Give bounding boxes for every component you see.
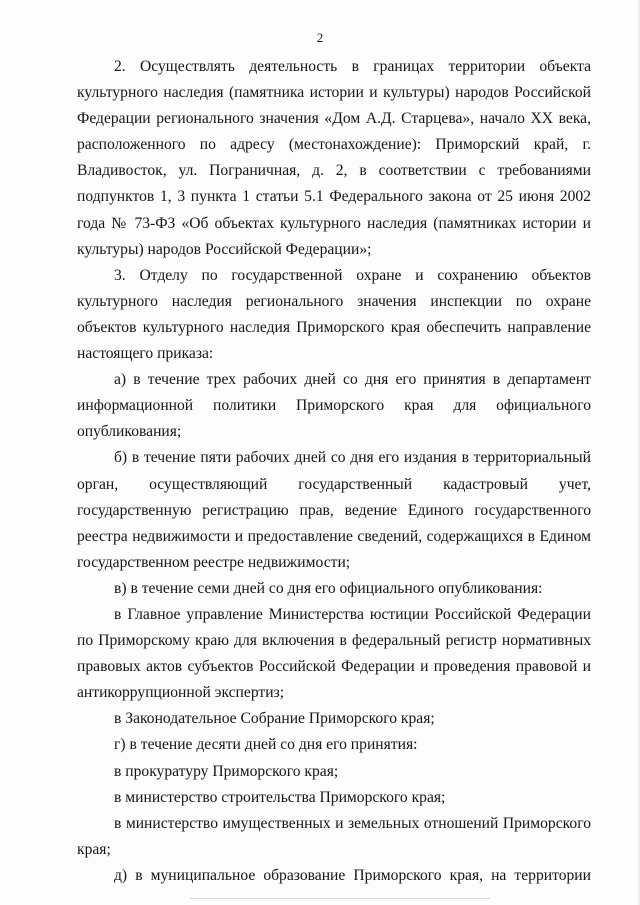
page-number: 2 [316,30,324,45]
paragraph-subitem-g: г) в течение десяти дней со дня его принятия: [114,736,418,754]
paragraph-item-3: 3. Отделу по государственной охране и сохранению объектов культурного наследия регионального значения инспекции по охране объектов культурного наследия Приморского края обеспечить направление настоящего приказа: [77,266,591,363]
paragraph-ministry-property: в министерство имущественных и земельных отношений Приморского края; [77,814,591,858]
paragraph-subitem-v: в) в течение семи дней со дня его официального опубликования: [114,579,543,597]
paragraph-subitem-b: б) в течение пяти рабочих дней со дня его издания в территориальный орган, осуществляющий государственный кадастровый учет, государственную регистрацию прав, ведение Единого государственного реестра недвижимости и предоставление сведений, содержащихся в Едином государственном реестре недвижимости; [77,449,591,571]
paragraph-subitem-d: д) в муниципальное образование Приморского края, на территории [114,866,591,884]
paragraph-ministry-justice: в Главное управление Министерства юстиции Российской Федерации по Приморскому краю для включения в федеральный регистр нормативных правовых актов субъектов Российской Федерации и проведения правовой и антикоррупционной экспертиз; [77,605,591,702]
paragraph-item-2: 2. Осуществлять деятельность в границах территории объекта культурного наследия (памятника истории и культуры) народов Российской Федерации регионального значения «Дом А.Д. Старцева», начало XX века, расположенного по адресу (местонахождение): Приморский край, г. Владивосток, ул. Пограничная, д. 2, в соответствии с требованиями подпунктов 1, 3 пункта 1 статьи 5.1 Федерального закона от 25 июня 2002 года № 73-ФЗ «Об объектах культурного наследия (памятниках истории и культуры) народов Российской Федерации»; [77,58,591,258]
paragraph-legislative-assembly: в Законодательное Собрание Приморского края; [114,710,435,728]
document-body [77,54,591,889]
paragraph-subitem-a: а) в течение трех рабочих дней со дня его принятия в департамент информационной политики Приморского края для официального опубликования; [77,371,591,441]
paragraph-prosecutor: в прокуратуру Приморского края; [114,762,339,780]
scan-edge-line [190,898,490,899]
paragraph-ministry-construction: в министерство строительства Приморского края; [114,788,446,806]
